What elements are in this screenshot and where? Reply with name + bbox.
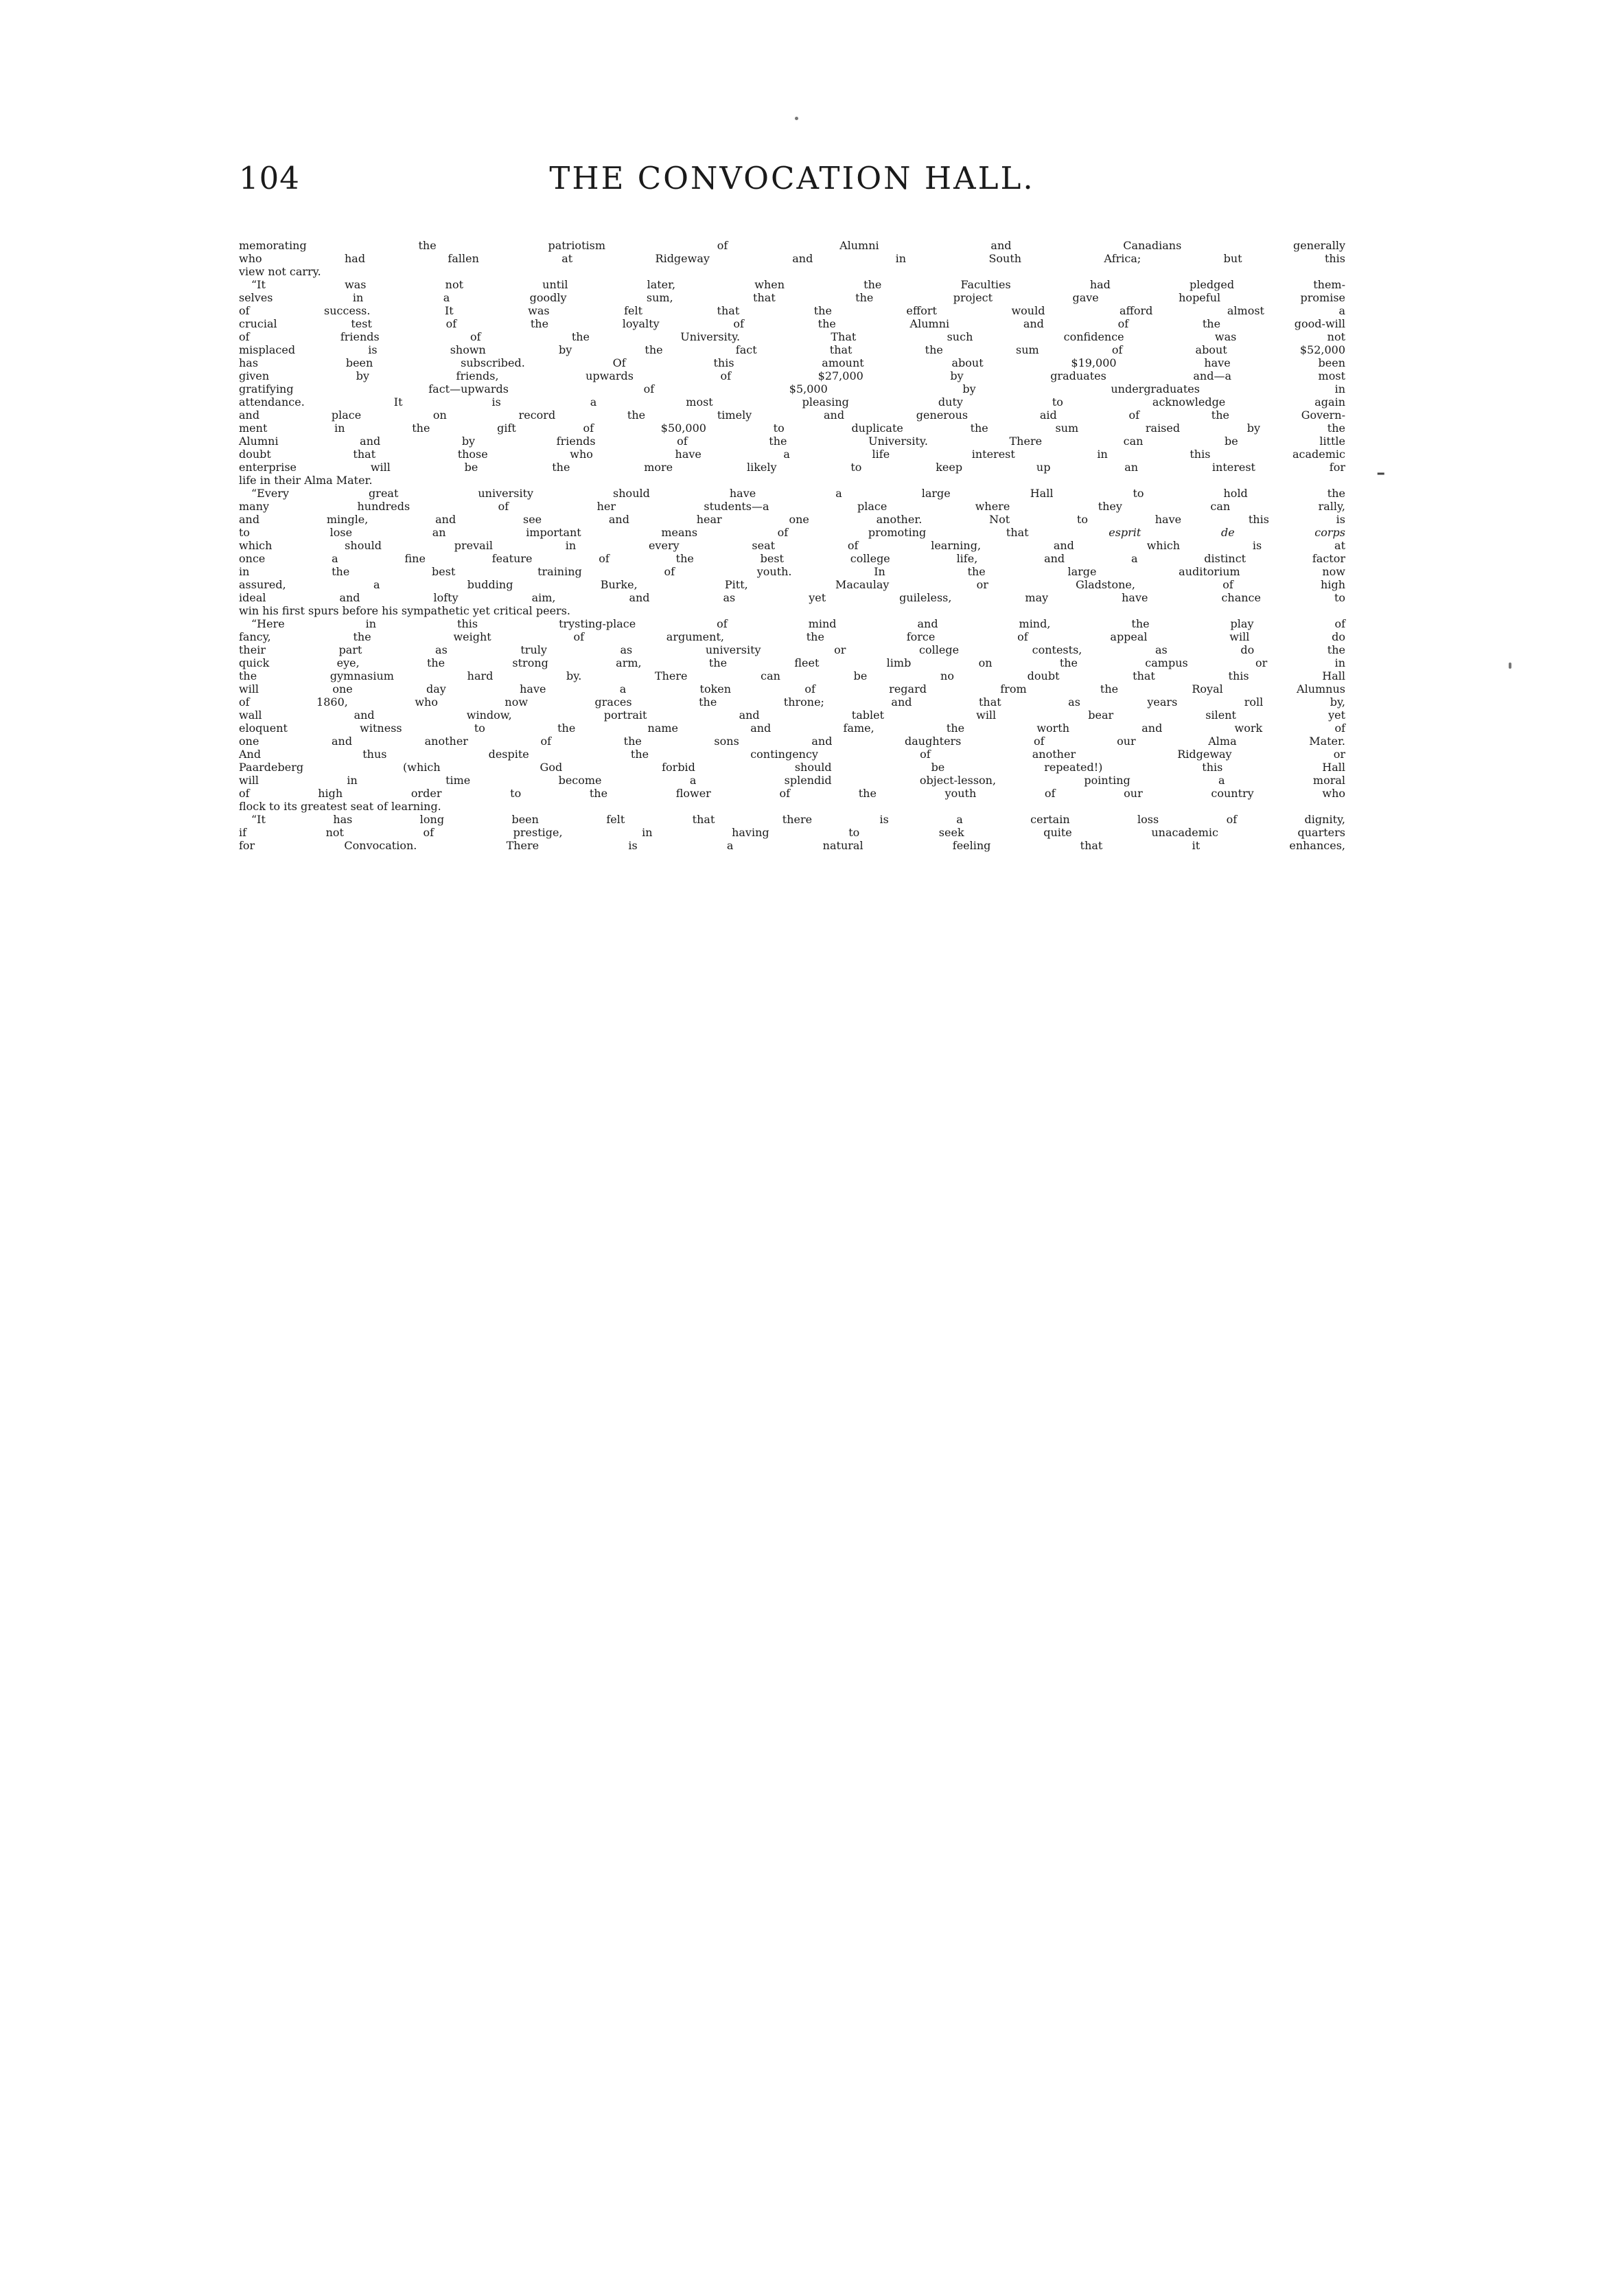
text-line: selves in a goodly sum, that the project gave hopeful promise xyxy=(239,291,1345,304)
text-line: gratifying fact—upwards of $5,000 by undergraduates in xyxy=(239,382,1345,395)
text-line: of friends of the University. That such confidence was not xyxy=(239,330,1345,343)
text-line: misplaced is shown by the fact that the sum of about $52,000 xyxy=(239,343,1345,356)
text-line: who had fallen at Ridgeway and in South Africa; but this xyxy=(239,252,1345,265)
text-line: Alumni and by friends of the University. There can be little xyxy=(239,435,1345,448)
page-header xyxy=(239,158,1345,206)
text-line: to lose an important means of promoting that esprit de corps xyxy=(239,526,1345,539)
text-line: their part as truly as university or college contests, as do the xyxy=(239,643,1345,656)
italic-phrase: esprit de corps xyxy=(1109,526,1345,539)
text-line: “Here in this trysting-place of mind and mind, the play of xyxy=(251,617,1345,630)
text-line: and mingle, and see and hear one another. Not to have this is xyxy=(239,513,1345,526)
text-line: enterprise will be the more likely to keep up an interest for xyxy=(239,461,1345,474)
text-line: of success. It was felt that the effort would afford almost a xyxy=(239,304,1345,317)
text-line: eloquent witness to the name and fame, the worth and work of xyxy=(239,722,1345,735)
text-line: “It has long been felt that there is a certain loss of dignity, xyxy=(251,813,1345,826)
running-head: THE CONVOCATION HALL. xyxy=(549,160,1035,196)
text-line: has been subscribed. Of this amount about $19,000 have been xyxy=(239,356,1345,369)
body-text xyxy=(239,239,1345,852)
page-number: 104 xyxy=(239,160,300,196)
text-line: memorating the patriotism of Alumni and Canadians generally xyxy=(239,239,1345,252)
text-line: doubt that those who have a life interest in this academic xyxy=(239,448,1345,461)
print-speck xyxy=(795,117,798,120)
text-line: ideal and lofty aim, and as yet guileless, may have chance to xyxy=(239,591,1345,604)
text-line: win his first spurs before his sympathetic yet critical peers. xyxy=(239,604,570,617)
margin-dash-mark: - xyxy=(1376,457,1386,488)
text-line: life in their Alma Mater. xyxy=(239,474,373,487)
text-line: attendance. It is a most pleasing duty to acknowledge again xyxy=(239,395,1345,408)
text-line: And thus despite the contingency of another Ridgeway or xyxy=(239,748,1345,761)
text-line: and place on record the timely and generous aid of the Govern- xyxy=(239,408,1345,422)
text-line: wall and window, portrait and tablet will bear silent yet xyxy=(239,709,1345,722)
text-line: many hundreds of her students—a place where they can rally, xyxy=(239,500,1345,513)
print-speck xyxy=(1509,663,1511,669)
text-line: flock to its greatest seat of learning. xyxy=(239,800,441,813)
text-line: fancy, the weight of argument, the force of appeal will do xyxy=(239,630,1345,643)
text-line: ment in the gift of $50,000 to duplicate the sum raised by the xyxy=(239,422,1345,435)
text-line: quick eye, the strong arm, the fleet limb on the campus or in xyxy=(239,656,1345,669)
text-line: in the best training of youth. In the large auditorium now xyxy=(239,565,1345,578)
text-line: which should prevail in every seat of learning, and which is at xyxy=(239,539,1345,552)
text-line: assured, a budding Burke, Pitt, Macaulay or Gladstone, of high xyxy=(239,578,1345,591)
text-line: the gymnasium hard by. There can be no doubt that this Hall xyxy=(239,669,1345,682)
text-line: of 1860, who now graces the throne; and that as years roll by, xyxy=(239,695,1345,709)
text-line: once a fine feature of the best college life, and a distinct factor xyxy=(239,552,1345,565)
text-line: for Convocation. There is a natural feeling that it enhances, xyxy=(239,839,1345,852)
text-line: one and another of the sons and daughters of our Alma Mater. xyxy=(239,735,1345,748)
text-line: crucial test of the loyalty of the Alumni and of the good-will xyxy=(239,317,1345,330)
text-line: given by friends, upwards of $27,000 by graduates and—a most xyxy=(239,369,1345,382)
text-line: will one day have a token of regard from the Royal Alumnus xyxy=(239,682,1345,695)
text-line: will in time become a splendid object-lesson, pointing a moral xyxy=(239,774,1345,787)
text-line: view not carry. xyxy=(239,265,321,278)
text-line: “It was not until later, when the Faculties had pledged them- xyxy=(251,278,1345,291)
text-line: of high order to the flower of the youth of our country who xyxy=(239,787,1345,800)
text-line: “Every great university should have a large Hall to hold the xyxy=(251,487,1345,500)
text-line: if not of prestige, in having to seek quite unacademic quarters xyxy=(239,826,1345,839)
text-line: Paardeberg (which God forbid should be repeated!) this Hall xyxy=(239,761,1345,774)
